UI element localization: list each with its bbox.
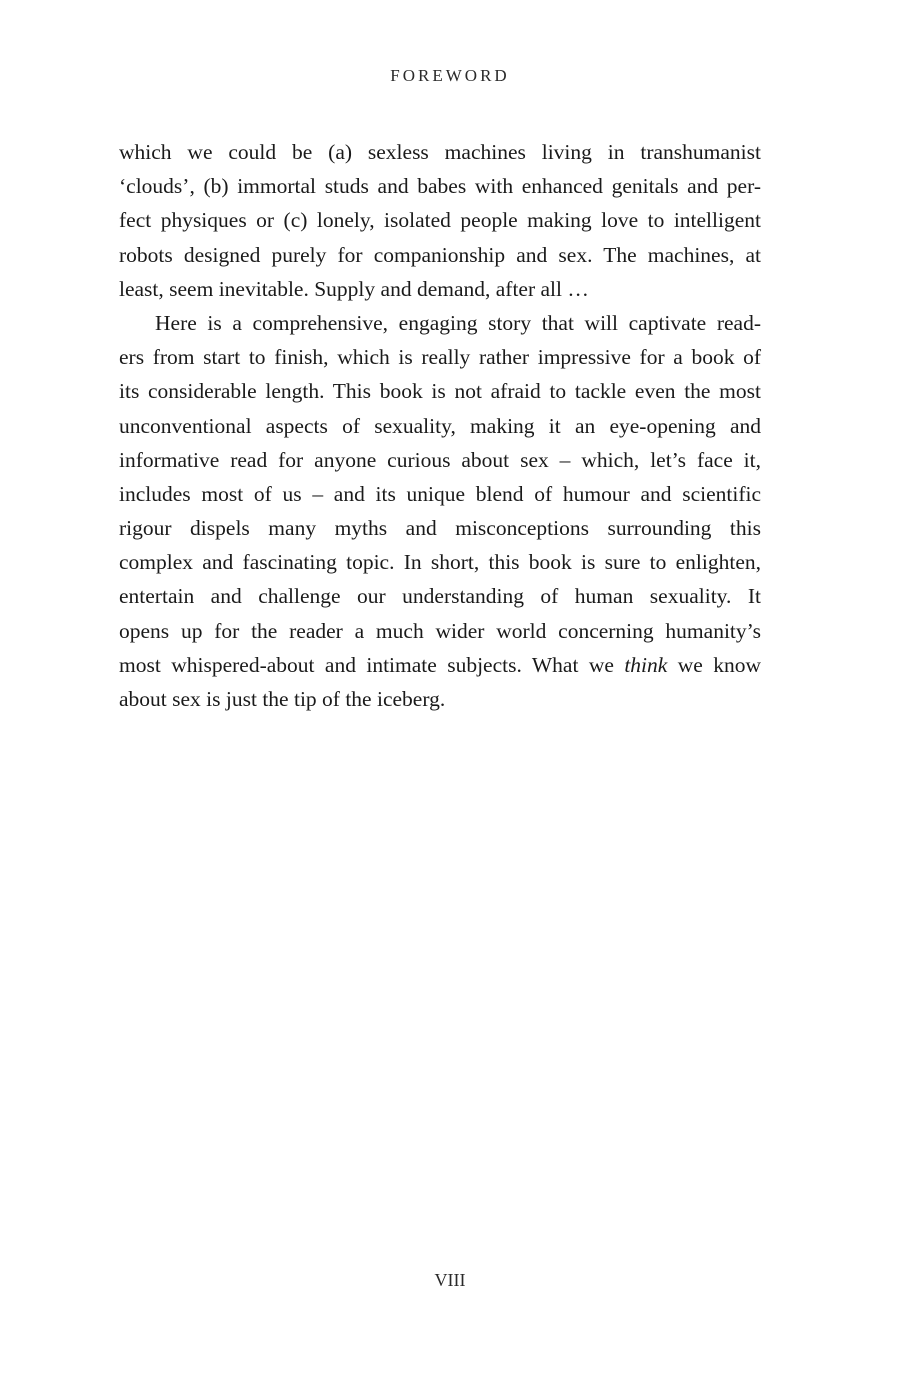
- text-line: complex and fascinating topic. In short, this book is sure to enlighten,: [119, 550, 761, 575]
- text-segment: most whispered-about and intimate subjects. What we: [119, 652, 625, 677]
- text-line: entertain and challenge our understanding of human sexuality. It: [119, 584, 761, 609]
- text-line: which we could be (a) sexless machines living in transhumanist: [119, 140, 761, 164]
- body-text: [119, 135, 761, 716]
- text-line: rigour dispels many myths and misconceptions surrounding this: [119, 516, 761, 541]
- text-line: fect physiques or (c) lonely, isolated people making love to intelligent: [119, 208, 761, 233]
- page-number: VIII: [434, 1270, 466, 1290]
- paragraph-2: [119, 306, 761, 716]
- text-line: informative read for anyone curious about sex – which, let’s face it,: [119, 447, 761, 472]
- text-line: includes most of us – and its unique blend of humour and scientific: [119, 481, 761, 506]
- text-line: ‘clouds’, (b) immortal studs and babes with enhanced genitals and per-: [119, 174, 761, 199]
- text-line: opens up for the reader a much wider world concerning humanity’s: [119, 618, 761, 643]
- paragraph-1: [119, 135, 761, 306]
- text-line-with-emphasis: [119, 648, 761, 682]
- text-segment: we know: [667, 652, 761, 677]
- emphasized-word: think: [624, 652, 668, 677]
- text-line: unconventional aspects of sexuality, making it an eye-opening and: [119, 413, 761, 438]
- text-line: least, seem inevitable. Supply and demand, after all …: [119, 276, 589, 301]
- text-line: ers from start to finish, which is really rather impressive for a book of: [119, 345, 761, 370]
- text-line: robots designed purely for companionship and sex. The machines, at: [119, 242, 761, 267]
- text-line: its considerable length. This book is not afraid to tackle even the most: [119, 379, 761, 404]
- text-line: about sex is just the tip of the iceberg.: [119, 687, 446, 711]
- running-head: FOREWORD: [390, 66, 510, 85]
- text-line: Here is a comprehensive, engaging story that will captivate read-: [155, 310, 761, 335]
